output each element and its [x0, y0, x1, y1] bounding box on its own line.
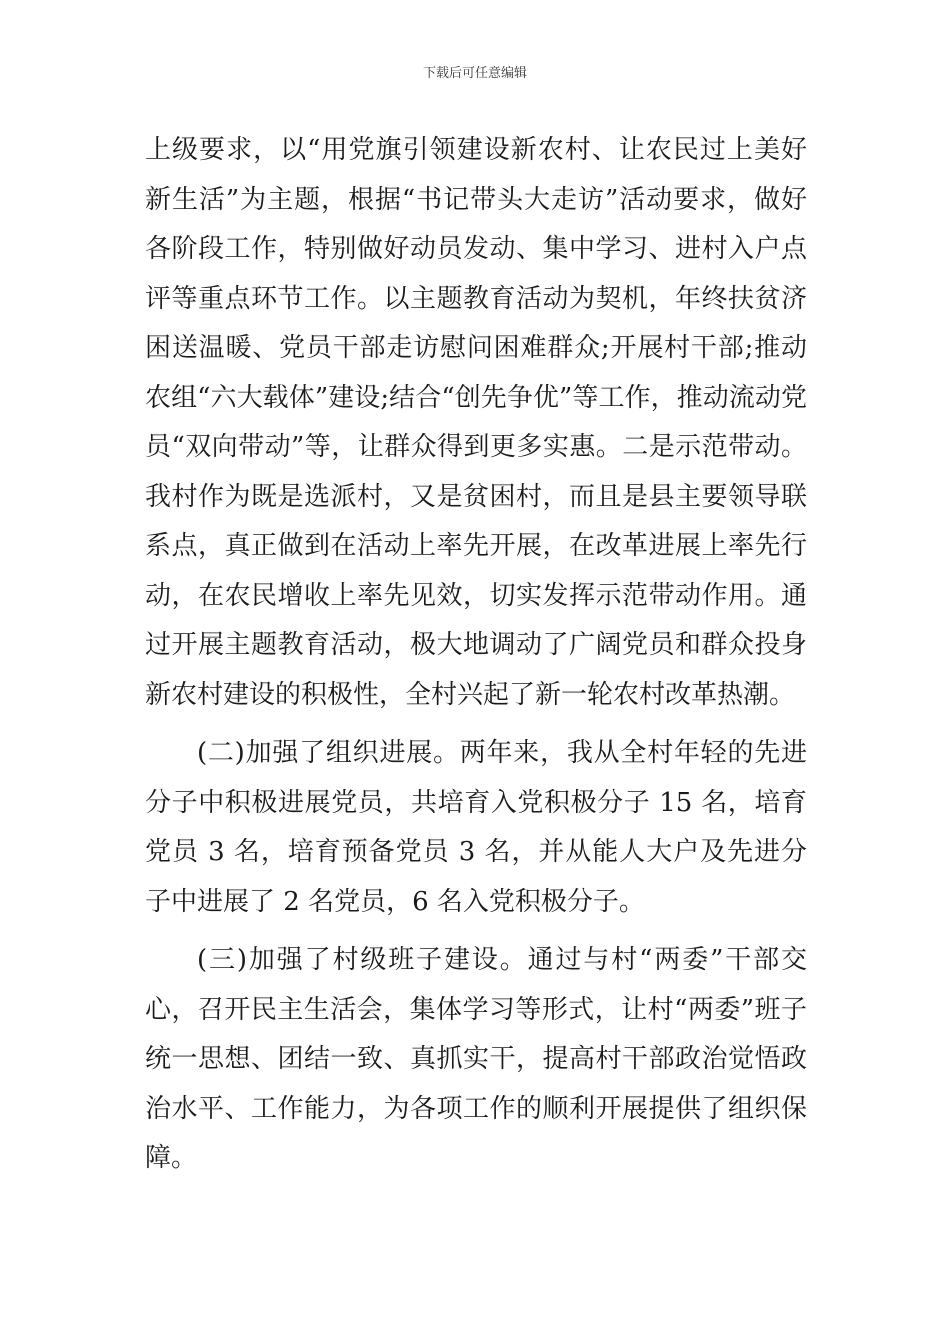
- paragraph-village-team-building: (三)加强了村级班子建设。通过与村“两委”干部交心，召开民主生活会，集体学习等形式，让村“两委”班子统一思想、团结一致、真抓实干，提高村干部政治觉悟政治水平、工作能力，为各项工作的顺利开展提供了组织保障。: [145, 945, 807, 1173]
- paragraph-organization-progress: (二)加强了组织进展。两年来，我从全村年轻的先进分子中积极进展党员，共培育入党积极分子 15 名，培育党员 3 名，培育预备党员 3 名，并从能人大户及先进分子中进展了 2 名党员，6 名入党积极分子。: [145, 738, 807, 917]
- page-header-note: 下载后可任意编辑: [422, 66, 527, 81]
- paragraph-continuation: 上级要求，以“用党旗引领建设新农村、让农民过上美好新生活”为主题，根据“书记带头大走访”活动要求，做好各阶段工作，特别做好动员发动、集中学习、进村入户点评等重点环节工作。以主题教育活动为契机，年终扶贫济困送温暖、党员干部走访慰问困难群众;开展村干部;推动农组“六大载体”建设;结合“创先争优”等工作，推动流动党员“双向带动”等，让群众得到更多实惠。二是示范带动。我村作为既是选派村，又是贫困村，而且是县主要领导联系点，真正做到在活动上率先开展，在改革进展上率先行动，在农民增收上率先见效，切实发挥示范带动作用。通过开展主题教育活动，极大地调动了广阔党员和群众投身新农村建设的积极性，全村兴起了新一轮农村改革热潮。: [145, 135, 807, 710]
- document-body: [145, 126, 807, 1193]
